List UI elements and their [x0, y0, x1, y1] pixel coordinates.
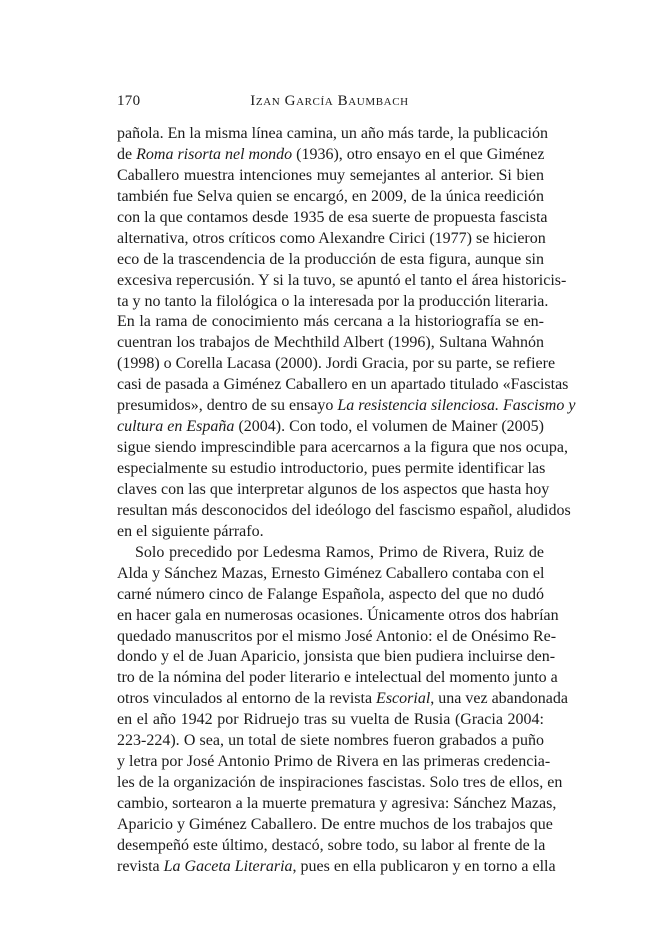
text-line: 223-224). O sea, un total de siete nombres fueron grabados a puño: [117, 732, 544, 750]
text-line: Solo precedido por Ledesma Ramos, Primo de Rivera, Ruiz de: [135, 543, 544, 561]
text-line: alternativa, otros críticos como Alexandre Cirici (1977) se hicieron: [117, 229, 546, 247]
text-line: [117, 396, 576, 417]
text-line: excesiva repercusión. Y si la tuvo, se apuntó el tanto el área historicis-: [117, 271, 567, 289]
text-line: sigue siendo imprescindible para acercarnos a la figura que nos ocupa,: [117, 439, 568, 457]
text-line: claves con las que interpretar algunos de los aspectos que hasta hoy: [117, 480, 550, 498]
text-line: cuentran los trabajos de Mechthild Albert (1996), Sultana Wahnón: [117, 334, 544, 352]
text-run: revista: [117, 857, 164, 875]
italic-title: Roma risorta nel mondo: [136, 145, 293, 163]
text-line: especialmente su estudio introductorio, pues permite identificar las: [117, 460, 546, 477]
text-line: cambio, sortearon a la muerte prematura y agresiva: Sánchez Mazas,: [117, 795, 557, 812]
italic-title: cultura en España: [117, 418, 235, 436]
text-line: dondo y el de Juan Aparicio, jonsista que bien pudiera incluirse den-: [117, 648, 556, 666]
text-line: eco de la trascendencia de la producción de esta figura, aunque sin: [117, 250, 544, 268]
page-header: [117, 93, 542, 113]
text-line: carné número cinco de Falange Española, aspecto del que no dudó: [117, 585, 544, 603]
text-line: resultan más desconocidos del ideólogo del fascismo español, aludidos: [117, 501, 571, 519]
text-line: también fue Selva quien se encargó, en 2009, de la única reedición: [117, 187, 544, 205]
text-line: (1998) o Corella Lacasa (2000). Jordi Gracia, por su parte, se refiere: [117, 355, 556, 373]
text-line: casi de pasada a Giménez Caballero en un apartado titulado «Fascistas: [117, 376, 569, 394]
text-line: [117, 857, 556, 878]
text-run: otros vinculados al entorno de la revista: [117, 690, 377, 708]
text-line: Caballero muestra intenciones muy semejantes al anterior. Si bien: [117, 166, 544, 184]
text-line: [117, 417, 544, 438]
text-line: quedado manuscritos por el mismo José Antonio: el de Onésimo Re-: [117, 627, 557, 645]
text-line: desempeñó este último, destacó, sobre todo, su labor al frente de la: [117, 836, 546, 854]
text-line: Alda y Sánchez Mazas, Ernesto Giménez Caballero contaba con el: [117, 564, 545, 582]
text-line: en el año 1942 por Ridruejo tras su vuelta de Rusia (Gracia 2004:: [117, 711, 544, 729]
text-line: en el siguiente párrafo.: [117, 522, 264, 540]
italic-title: La Gaceta Literaria: [163, 857, 293, 875]
text-line: les de la organización de inspiraciones fascistas. Solo tres de ellos, en: [117, 774, 563, 792]
body-text: [117, 124, 576, 878]
text-line: en hacer gala en numerosas ocasiones. Únicamente otros dos habrían: [117, 606, 559, 624]
text-line: Aparicio y Giménez Caballero. De entre muchos de los trabajos que: [117, 815, 553, 833]
text-line: tro de la nómina del poder literario e intelectual del momento junto a: [117, 669, 558, 687]
text-run: (1936), otro ensayo en el que Giménez: [292, 145, 545, 163]
text-line: ta y no tanto la filológica o la interesada por la producción literaria.: [117, 292, 549, 310]
page-number: 170: [117, 93, 141, 109]
text-run: , una vez abandonada: [430, 690, 568, 708]
italic-title: Escorial: [376, 690, 431, 708]
text-line: En la rama de conocimiento más cercana a la historiografía se en-: [117, 313, 544, 331]
text-run: , pues en ella publicaron y en torno a ella: [292, 857, 556, 875]
italic-title: La resistencia silenciosa. Fascismo y: [337, 397, 576, 415]
text-run: de: [117, 145, 137, 163]
text-line: y letra por José Antonio Primo de Rivera en las primeras credencia-: [117, 753, 551, 771]
text-run: presumidos», dentro de su ensayo: [117, 397, 338, 415]
text-line: pañola. En la misma línea camina, un año más tarde, la publicación: [117, 125, 548, 142]
text-line: [117, 145, 544, 166]
text-run: (2004). Con todo, el volumen de Mainer (2005): [234, 418, 544, 436]
text-line: con la que contamos desde 1935 de esa suerte de propuesta fascista: [117, 208, 548, 226]
text-line: [117, 689, 568, 710]
running-head: Izan García Baumbach: [250, 93, 409, 109]
